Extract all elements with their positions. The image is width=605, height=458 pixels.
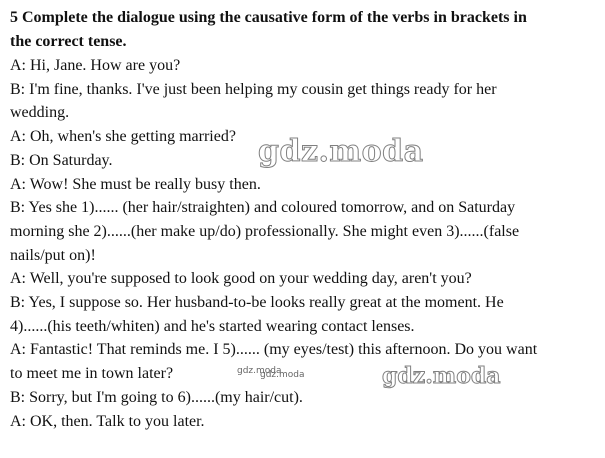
dialogue-line: A: Oh, when's she getting married? <box>10 128 236 146</box>
dialogue-line: A: Well, you're supposed to look good on your wedding day, aren't you? <box>10 270 472 288</box>
exercise-text <box>10 6 600 433</box>
dialogue-line: B: On Saturday. <box>10 151 113 169</box>
watermark-large: gdz.moda <box>258 134 424 169</box>
exercise-heading-line-1: 5 Complete the dialogue using the causative form of the verbs in brackets in <box>10 9 527 26</box>
dialogue-line: A: Wow! She must be really busy then. <box>10 175 261 193</box>
dialogue-line: B: I'm fine, thanks. I've just been helping my cousin get things ready for her <box>10 80 497 98</box>
dialogue-line: to meet me in town later? <box>10 365 174 383</box>
watermark-medium: gdz.moda <box>382 363 501 389</box>
dialogue-line: nails/put on)! <box>10 246 96 264</box>
dialogue-line: morning she 2)......(her make up/do) professionally. She might even 3)......(false <box>10 222 520 240</box>
dialogue-line: A: Hi, Jane. How are you? <box>10 57 181 74</box>
dialogue-line: A: Fantastic! That reminds me. I 5)...... (my eyes/test) this afternoon. Do you want <box>10 341 538 359</box>
dialogue-line: wedding. <box>10 104 70 122</box>
dialogue-line: B: Sorry, but I'm going to 6)......(my hair/cut). <box>10 388 303 406</box>
dialogue-line: B: Yes she 1)...... (her hair/straighten) and coloured tomorrow, and on Saturday <box>10 199 516 217</box>
dialogue-line: B: Yes, I suppose so. Her husband-to-be looks really great at the moment. He <box>10 294 504 312</box>
exercise-heading-line-2: the correct tense. <box>10 33 127 50</box>
dialogue-line: A: OK, then. Talk to you later. <box>10 412 205 430</box>
dialogue-line: 4)......(his teeth/whiten) and he's started wearing contact lenses. <box>10 317 415 335</box>
watermark-small: gdz.moda <box>260 370 305 380</box>
watermark-small: gdz.moda <box>237 366 282 376</box>
